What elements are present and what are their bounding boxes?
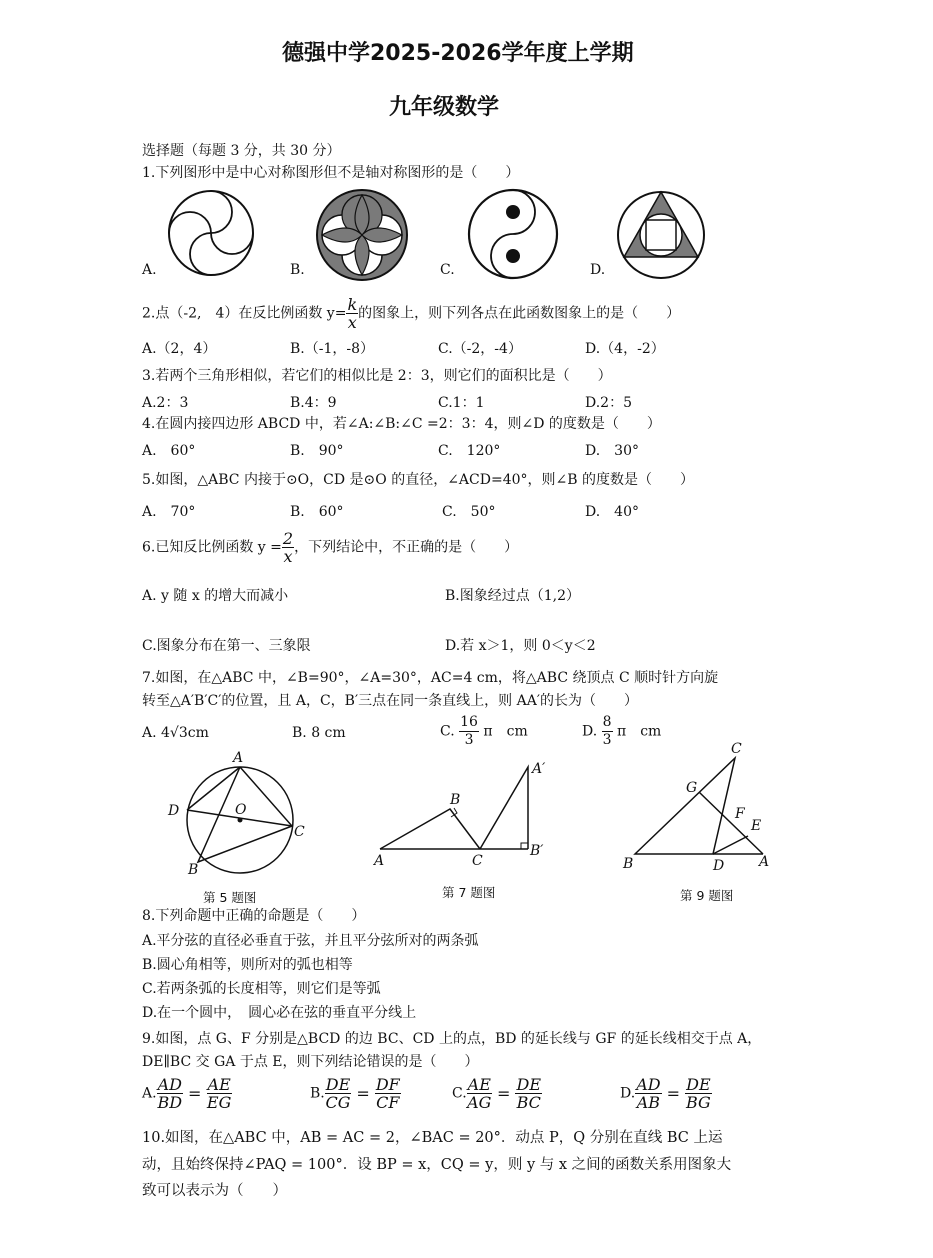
figure-5-caption: 第 5 题图 xyxy=(203,890,257,905)
q10-line1: 10.如图，在△ABC 中，AB = AC = 2，∠BAC = 20°．动点 P，Q 分别在直线 BC 上运 xyxy=(142,1130,723,1146)
q2-stem-pre: 2.点（-2, 4）在反比例函数 y= xyxy=(142,305,347,322)
q7-option-c-letter: C. xyxy=(440,723,455,740)
q5-stem: 5.如图，△ABC 内接于⊙O，CD 是⊙O 的直径，∠ACD=40°，则∠B 的度数是（ ） xyxy=(142,472,694,488)
section-heading: 选择题（每题 3 分，共 30 分） xyxy=(142,143,341,159)
q8-option-c: C.若两条弧的长度相等，则它们是等弧 xyxy=(142,981,381,997)
q7-line2: 转至△A′B′C′的位置，且 A，C，B′三点在同一条直线上，则 AA′的长为（ ） xyxy=(142,693,639,709)
q9-c-right-num: DE xyxy=(516,1075,541,1094)
q8-option-a: A.平分弦的直径必垂直于弦，并且平分弦所对的两条弧 xyxy=(142,933,479,949)
fig5-label-b: B xyxy=(188,862,199,878)
q9-b-right xyxy=(375,1076,401,1111)
q8-option-d: D.在一个圆中， 圆心必在弦的垂直平分线上 xyxy=(142,1005,417,1021)
q7-c-den: 3 xyxy=(464,732,474,748)
q3-stem: 3.若两个三角形相似，若它们的相似比是 2：3，则它们的面积比是（ ） xyxy=(142,368,612,384)
q5-option-c: C. 50° xyxy=(442,504,496,520)
q1-stem: 1.下列图形中是中心对称图形但不是轴对称图形的是（ ） xyxy=(142,165,520,181)
q10-line2: 动，且始终保持∠PAQ = 100°．设 BP = x，CQ = y，则 y 与 x 之间的函数关系用图象大 xyxy=(142,1157,732,1173)
q9-d-right-num: DE xyxy=(686,1075,711,1094)
fig5-label-d: D xyxy=(168,803,180,819)
figure-9-caption: 第 9 题图 xyxy=(680,888,734,903)
fig9-label-f: F xyxy=(735,806,745,822)
fig7-label-b: B xyxy=(450,792,461,808)
q8-option-b: B.圆心角相等，则所对的弧也相等 xyxy=(142,957,353,973)
q7-option-d-unit: π cm xyxy=(617,723,662,740)
q7-option-a: A. 4√3cm xyxy=(142,725,209,741)
q9-line1: 9.如图，点 G、F 分别是△BCD 的边 BC、CD 上的点，BD 的延长线与 GF 的延长线相交于点 A， xyxy=(142,1031,762,1047)
q9-a-left-den: BD xyxy=(157,1093,183,1112)
q6-option-c: C.图象分布在第一、三象限 xyxy=(142,638,311,654)
q3-option-a: A.2：3 xyxy=(142,395,189,411)
fig9-label-c: C xyxy=(731,741,742,757)
q9-b-right-den: CF xyxy=(376,1093,400,1112)
fig9-label-b: B xyxy=(623,856,634,872)
q9-c-right-den: BC xyxy=(516,1093,541,1112)
fig5-label-c: C xyxy=(294,824,305,840)
q9-option-d: D. $\frac{AD}{AB}$ = $\frac{DE}{BG}$ xyxy=(620,1075,711,1112)
q9-d-right xyxy=(685,1076,712,1111)
q9-b-right-num: DF xyxy=(375,1075,400,1094)
q2-option-b: B.（-1，-8） xyxy=(290,341,375,357)
q1-figure-b xyxy=(315,188,409,282)
q2-option-d: D.（4，-2） xyxy=(585,341,665,357)
q9-option-b: B. $\frac{DE}{CG}$ = $\frac{DF}{CF}$ xyxy=(310,1075,400,1112)
q4-option-c: C. 120° xyxy=(438,443,501,459)
q5-option-d: D. 40° xyxy=(585,504,639,520)
q6-frac-den: x xyxy=(283,547,293,566)
q2-fraction xyxy=(346,296,358,331)
q9-c-left-den: AG xyxy=(467,1093,492,1112)
fig7-label-b-prime: B′ xyxy=(530,843,544,859)
q9-b-left xyxy=(325,1076,352,1111)
q2-stem-post: 的图象上，则下列各点在此函数图象上的是（ ） xyxy=(358,305,681,322)
fig9-label-a: A xyxy=(759,854,770,870)
figure-5-diagram xyxy=(160,748,320,878)
q9-c-left xyxy=(467,1076,492,1111)
q4-option-b: B. 90° xyxy=(290,443,344,459)
q9-c-right xyxy=(515,1076,542,1111)
q9-a-left-num: AD xyxy=(157,1075,182,1094)
q5-option-a: A. 70° xyxy=(142,504,196,520)
q6-stem xyxy=(142,530,518,565)
q2-option-c: C.（-2，-4） xyxy=(438,341,522,357)
q9-d-left xyxy=(635,1076,661,1111)
exam-title: 德强中学2025-2026学年度上学期 xyxy=(282,41,634,66)
fig7-label-a-prime: A′ xyxy=(532,761,546,777)
q9-a-right-den: EG xyxy=(206,1093,232,1112)
q7-d-num: 8 xyxy=(602,714,612,730)
q9-option-a-letter: A. xyxy=(142,1085,157,1102)
q2-option-a: A.（2，4） xyxy=(142,341,217,357)
q7-option-c xyxy=(440,714,528,749)
q7-option-c-fraction xyxy=(459,714,479,749)
q6-option-b: B.图象经过点（1,2） xyxy=(445,588,581,604)
fig9-label-g: G xyxy=(686,780,698,796)
q9-option-b-letter: B. xyxy=(310,1085,325,1102)
q3-option-d: D.2：5 xyxy=(585,395,632,411)
q6-option-a: A. y 随 x 的增大而减小 xyxy=(142,588,289,604)
fig9-label-e: E xyxy=(751,818,762,834)
q9-line2: DE∥BC 交 GA 于点 E，则下列结论错误的是（ ） xyxy=(142,1054,479,1070)
q9-d-right-den: BG xyxy=(685,1093,711,1112)
q3-option-b: B.4：9 xyxy=(290,395,337,411)
q9-a-right xyxy=(207,1076,232,1111)
q4-stem: 4.在圆内接四边形 ABCD 中，若∠A:∠B:∠C =2：3：4，则∠D 的度数是（ ） xyxy=(142,416,661,432)
q2-frac-num: k xyxy=(347,295,358,314)
q7-option-c-unit: π cm xyxy=(483,723,528,740)
q7-option-d-letter: D. xyxy=(582,723,598,740)
q9-a-left xyxy=(157,1076,183,1111)
q2-stem xyxy=(142,296,680,331)
q1-figure-d xyxy=(616,190,706,280)
q9-option-c: C. $\frac{AE}{AG}$ = $\frac{DE}{BC}$ xyxy=(452,1075,541,1112)
q1-option-a: A. xyxy=(142,262,157,278)
q5-option-b: B. 60° xyxy=(290,504,344,520)
fig9-label-d: D xyxy=(713,858,725,874)
q3-option-c: C.1：1 xyxy=(438,395,485,411)
q1-figure-c xyxy=(467,188,559,280)
q2-frac-den: x xyxy=(347,313,357,332)
q1-option-d: D. xyxy=(590,262,606,278)
q1-figure-a xyxy=(166,190,256,280)
q6-option-d: D.若 x＞1，则 0＜y＜2 xyxy=(445,638,596,654)
q9-d-left-den: AB xyxy=(636,1093,661,1112)
figure-7-diagram xyxy=(368,755,558,870)
q9-d-left-num: AD xyxy=(636,1075,661,1094)
q1-option-b: B. xyxy=(290,262,305,278)
q8-stem: 8.下列命题中正确的命题是（ ） xyxy=(142,908,366,924)
q7-line1: 7.如图，在△ABC 中，∠B=90°，∠A=30°，AC=4 cm，将△ABC 绕顶点 C 顺时针方向旋 xyxy=(142,670,719,686)
fig5-label-a: A xyxy=(233,750,244,766)
q6-frac-num: 2 xyxy=(282,529,294,548)
q9-option-c-letter: C. xyxy=(452,1085,467,1102)
q6-stem-post: ，下列结论中，不正确的是（ ） xyxy=(294,539,519,556)
fig7-label-a: A xyxy=(374,853,385,869)
q9-a-right-num: AE xyxy=(207,1075,231,1094)
exam-subtitle: 九年级数学 xyxy=(389,95,500,120)
q9-option-a: A. $\frac{AD}{BD}$ = $\frac{AE}{EG}$ xyxy=(142,1075,232,1112)
q9-b-left-den: CG xyxy=(325,1093,351,1112)
q10-line3: 致可以表示为（ ） xyxy=(142,1183,287,1199)
fig7-label-c: C xyxy=(472,853,483,869)
q1-option-c: C. xyxy=(440,262,455,278)
q6-stem-pre: 6.已知反比例函数 y = xyxy=(142,539,282,556)
q7-option-b: B. 8 cm xyxy=(292,725,346,741)
q7-d-den: 3 xyxy=(602,732,612,748)
q4-option-d: D. 30° xyxy=(585,443,639,459)
q7-c-num: 16 xyxy=(460,714,478,730)
figure-7-caption: 第 7 题图 xyxy=(442,885,496,900)
figure-9-diagram xyxy=(615,740,780,875)
q4-option-a: A. 60° xyxy=(142,443,196,459)
q9-option-d-letter: D. xyxy=(620,1085,636,1102)
fig5-label-o: O xyxy=(235,802,247,818)
q7-option-d-fraction xyxy=(602,714,613,749)
q6-fraction xyxy=(282,530,294,565)
q9-c-left-num: AE xyxy=(467,1075,491,1094)
q9-b-left-num: DE xyxy=(325,1075,351,1094)
